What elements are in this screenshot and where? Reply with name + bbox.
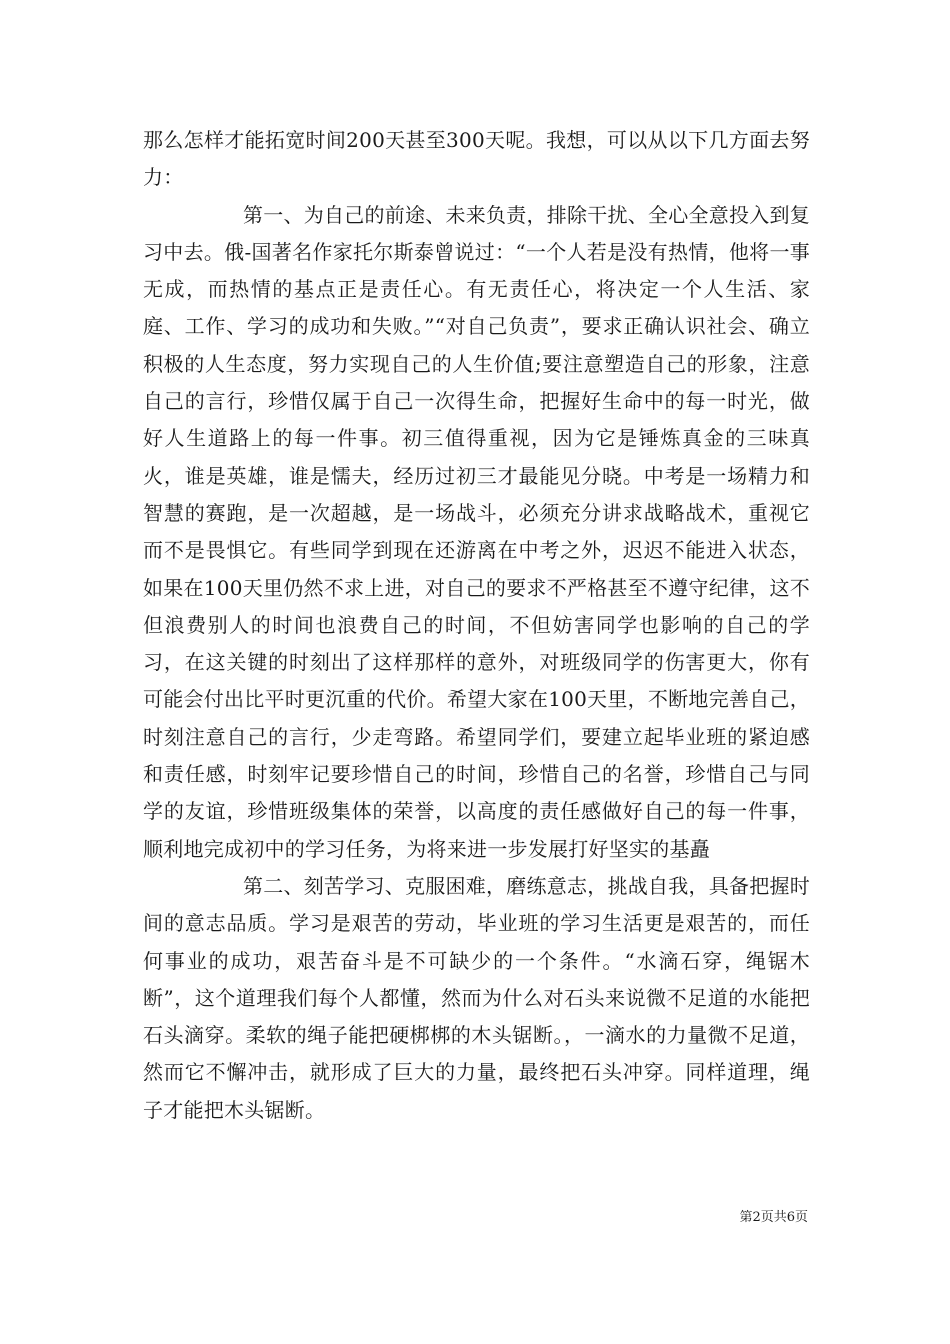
- paragraph-intro: 那么怎样才能拓宽时间200天甚至300天呢。我想，可以从以下几方面去努力：: [143, 128, 810, 190]
- document-body: [143, 122, 810, 1129]
- paragraph-point-two: 第二、刻苦学习、克服困难，磨练意志，挑战自我，具备把握时间的意志品质。学习是艰苦的劳动，毕业班的学习生活更是艰苦的，而任何事业的成功，艰苦奋斗是不可缺少的一个条件。“水滴石穿，绳锯木断”，这个道理我们每个人都懂，然而为什么对石头来说微不足道的水能把石头滴穿。柔软的绳子能把硬梆梆的木头锯断。，一滴水的力量微不足道，然而它不懈冲击，就形成了巨大的力量，最终把石头冲穿。同样道理，绳子才能把木头锯断。: [143, 873, 810, 1122]
- paragraph-point-one: 第一、为自己的前途、未来负责，排除干扰、全心全意投入到复习中去。俄-国著名作家托尔斯泰曾说过：“一个人若是没有热情，他将一事无成，而热情的基点正是责任心。有无责任心，将决定一个人生活、家庭、工作、学习的成功和失败。”“对自己负责”，要求正确认识社会、确立积极的人生态度，努力实现自己的人生价值;要注意塑造自己的形象，注意自己的言行，珍惜仅属于自己一次得生命，把握好生命中的每一时光，做好人生道路上的每一件事。初三值得重视，因为它是锤炼真金的三味真火，谁是英雄，谁是懦夫，经历过初三才最能见分晓。中考是一场精力和智慧的赛跑，是一次超越，是一场战斗，必须充分讲求战略战术，重视它而不是畏惧它。有些同学到现在还游离在中考之外，迟迟不能进入状态，如果在100天里仍然不求上进，对自己的要求不严格甚至不遵守纪律，这不但浪费别人的时间也浪费自己的时间，不但妨害同学也影响的自己的学习，在这关键的时刻出了这样那样的意外，对班级同学的伤害更大，你有可能会付出比平时更沉重的代价。希望大家在100天里，不断地完善自己，时刻注意自己的言行，少走弯路。希望同学们，要建立起毕业班的紧迫感和责任感，时刻牢记要珍惜自己的时间，珍惜自己的名誉，珍惜自己与同学的友谊，珍惜班级集体的荣誉，以高度的责任感做好自己的每一件事，顺利地完成初中的学习任务，为将来进一步发展打好坚实的基矗: [143, 202, 810, 861]
- page-number: 第2页共6页: [739, 1210, 808, 1225]
